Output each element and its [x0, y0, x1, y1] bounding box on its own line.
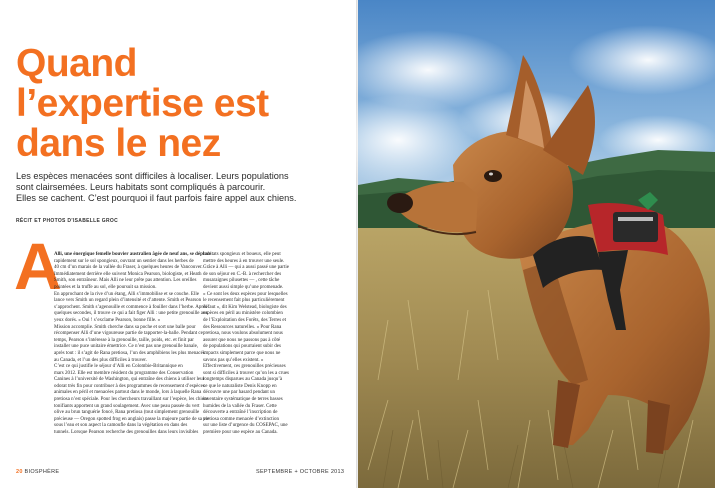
body-text-line: sont si difficiles à trouver qu’on les a crues [203, 370, 289, 376]
body-text-line: inventaire systématique de terres basses [203, 397, 283, 403]
folio-issue: SEPTEMBRE + OCTOBRE 2013 [256, 469, 345, 475]
body-text-line: Mission accomplie. Smith cherche dans sa poche et sort une balle pour [54, 324, 196, 330]
body-text-line: assurer que nous ne passons pas à côté [203, 337, 281, 343]
body-text-line: récompenser Alli d’une vigoureuse partie de tapporter-la-balle. Pendant ce [54, 331, 203, 337]
body-text-line: C’est ce qui justifie le séjour d’Alli en Colombie-Britannique en [54, 364, 183, 370]
right-page-photo [358, 0, 715, 488]
magazine-name: BIOSPHÈRE [24, 469, 60, 475]
body-text-line: musaraignes pilusettes — , cette tâche [203, 278, 280, 284]
body-text-line: sous l’eau et son aspect la camoufle dans la végétation en dans des [54, 423, 188, 429]
body-text-line: au Canada, et l’un des plus difficiles à trouver. [54, 357, 147, 363]
drop-cap: A [14, 229, 62, 303]
body-text-line: 40 cm d’un marais de la vallée du Fraser, à quelques heures de Vancouver. [54, 265, 203, 271]
body-text-line: installer une puce unitaire émettrice. Ce n’est pas une grenouille banale, [54, 344, 199, 350]
body-text-line: devient aussi simple qu’une promenade. [203, 284, 284, 290]
body-text-line: s’approchent. Smith s’agenouille et commence à fouiller dans l’herbe. Après [54, 304, 208, 310]
body-text-line: des Ressources naturelles. « Pour Rana [203, 324, 282, 330]
body-text-line: yeux dorés. « Oui ! s’exclame Pearson, bonne fille. » [54, 317, 161, 323]
body-text-line: quelques secondes, il trouve ce qui a fait figer Alli : une petite grenouille aux [54, 311, 208, 317]
headline-line: Quand [16, 42, 137, 85]
body-text-line: espèces en péril au ministère colombien [203, 311, 283, 317]
body-text-line: découverte a entraîné l’inscription de [203, 410, 278, 416]
body-text-line: découvre une par hasard pendant un [203, 390, 276, 396]
body-text-line: rapidement sur le sol spongieux, ouvrant un sentier dans les herbes de [54, 258, 194, 264]
body-text-line: de l’Exploitation des Forêts, des Terres et [203, 317, 287, 323]
body-text-line: odorat très fin pour contribuer à des programmes de recensement d’espèces [54, 383, 205, 389]
body-text-line: animales en péril et menacées partout dans le monde, lors à laquelle Rana [54, 390, 202, 396]
body-text-line: En approchant de la rive d’un étang, Alli s’immobilise et se couche. Elle [54, 291, 199, 297]
body-text-line: pointées et la truffe au sol, elle poursuit sa mission. [54, 284, 157, 290]
body-text-line: « Ce sont les deux espèces pour lesquelles [203, 291, 288, 297]
body-column-1 [54, 252, 212, 437]
body-text-line: Effectivement, ces grenouilles précieuses [203, 364, 286, 370]
body-text-line: après tout : il s’agit de Rana pretiosa, l’un des amphibiens les plus menacés [54, 350, 205, 356]
body-text-line: pretiosa n’est spéciale. Pour les chercheurs travaillant sur l’espèce, les chiens [54, 397, 209, 403]
body-text-line: habitats spongieux et boueux, elle peut [203, 252, 281, 257]
left-page [0, 0, 357, 488]
body-text-line: Grâce à Alli — qui a aussi passé une partie [203, 265, 289, 271]
dog-photo [358, 0, 715, 488]
body-text-line: pretiosa, nous voulons absolument nous [203, 331, 283, 337]
folio-left [16, 469, 59, 475]
headline-line: l’expertise est [16, 82, 269, 125]
byline: RÉCIT ET PHOTOS D’ISABELLE GROC [16, 218, 118, 224]
body-text-line: lance vers Smith un regard plein d’intensité et d’attente. Smith et Pearson [54, 298, 202, 304]
body-text-line: première pour une espèce au Canada. [203, 430, 278, 436]
body-text-line: de son séjour en C.-B. à rechercher des [203, 271, 282, 277]
dek-line: Les espèces menacées sont difficiles à localiser. Leurs populations [16, 171, 289, 181]
headline-line: dans le nez [16, 122, 221, 165]
lead-in: Alli, une énergique femelle bouvier australien âgée de neuf ans, se déplace [54, 252, 212, 257]
body-text-line: mars 2012. Elle est membre résident du programme des Conservation [54, 370, 194, 376]
dek-line: sont clairsemées. Leurs habitats sont compliqués à parcourir. [16, 182, 266, 193]
body-text-line: précieuse — Oregon spotted frog en anglais) passe la majeure partie de sa vie [54, 416, 210, 422]
body-text-line: longtemps disparues au Canada jusqu’à [203, 377, 283, 383]
body-text-line: mettre des heures à en trouver une seule. [203, 258, 285, 264]
body-text-line: savons pas qu’elles existent. » [203, 357, 264, 363]
body-text-line: le recensement fait plus particulièrement [203, 298, 285, 304]
body-text-line: Canines à l’université de Washington, qui entraîne des chiens à utiliser leur [54, 377, 205, 383]
body-text-line: tunnels. Lorsque Pearson recherche des grenouilles dans leurs invisibles [54, 430, 199, 436]
body-text-line: ce que le naturaliste Denis Knopp en [203, 383, 277, 389]
page-number: 20 [16, 469, 23, 475]
body-text-line: tonifiants apportent un grand soulagement. Avec une peau passée du vert [54, 403, 200, 409]
article-headline [16, 44, 346, 164]
dek-line: Elles se cachent. C’est pourquoi il faut parfois faire appel aux chiens. [16, 193, 297, 204]
body-text-line: humides de la vallée du Fraser. Cette [203, 403, 277, 409]
article-dek [16, 171, 346, 205]
body-text-line: olive au brun tanguérie foncé, Rana pretiosa (tout simplement grenouille [54, 410, 200, 416]
body-text-line: Smith, son entraîneur. Mais Alli ne leur prête pas attention. Les oreilles [54, 278, 197, 284]
body-text-line: impacts simplement parce que nous ne [203, 350, 281, 356]
body-text-line: de populations qui pourraient subir des [203, 344, 281, 350]
body-text-line: défaut », dit Kim Welstead, biologiste des [203, 304, 287, 310]
body-text-line: Immédiatement derrière elle suivent Monica Pearson, biologiste, et Heath [54, 271, 202, 277]
body-column-2 [203, 252, 346, 437]
body-text-line: sur une liste d’urgence du COSEPAC, une [203, 423, 288, 429]
body-text-line: pretiosa comme menacée d’extinction [203, 416, 279, 422]
body-text-line: temps, Pearson s’intéresse à la grenouille, taille, poids, etc. et finit par [54, 337, 194, 343]
